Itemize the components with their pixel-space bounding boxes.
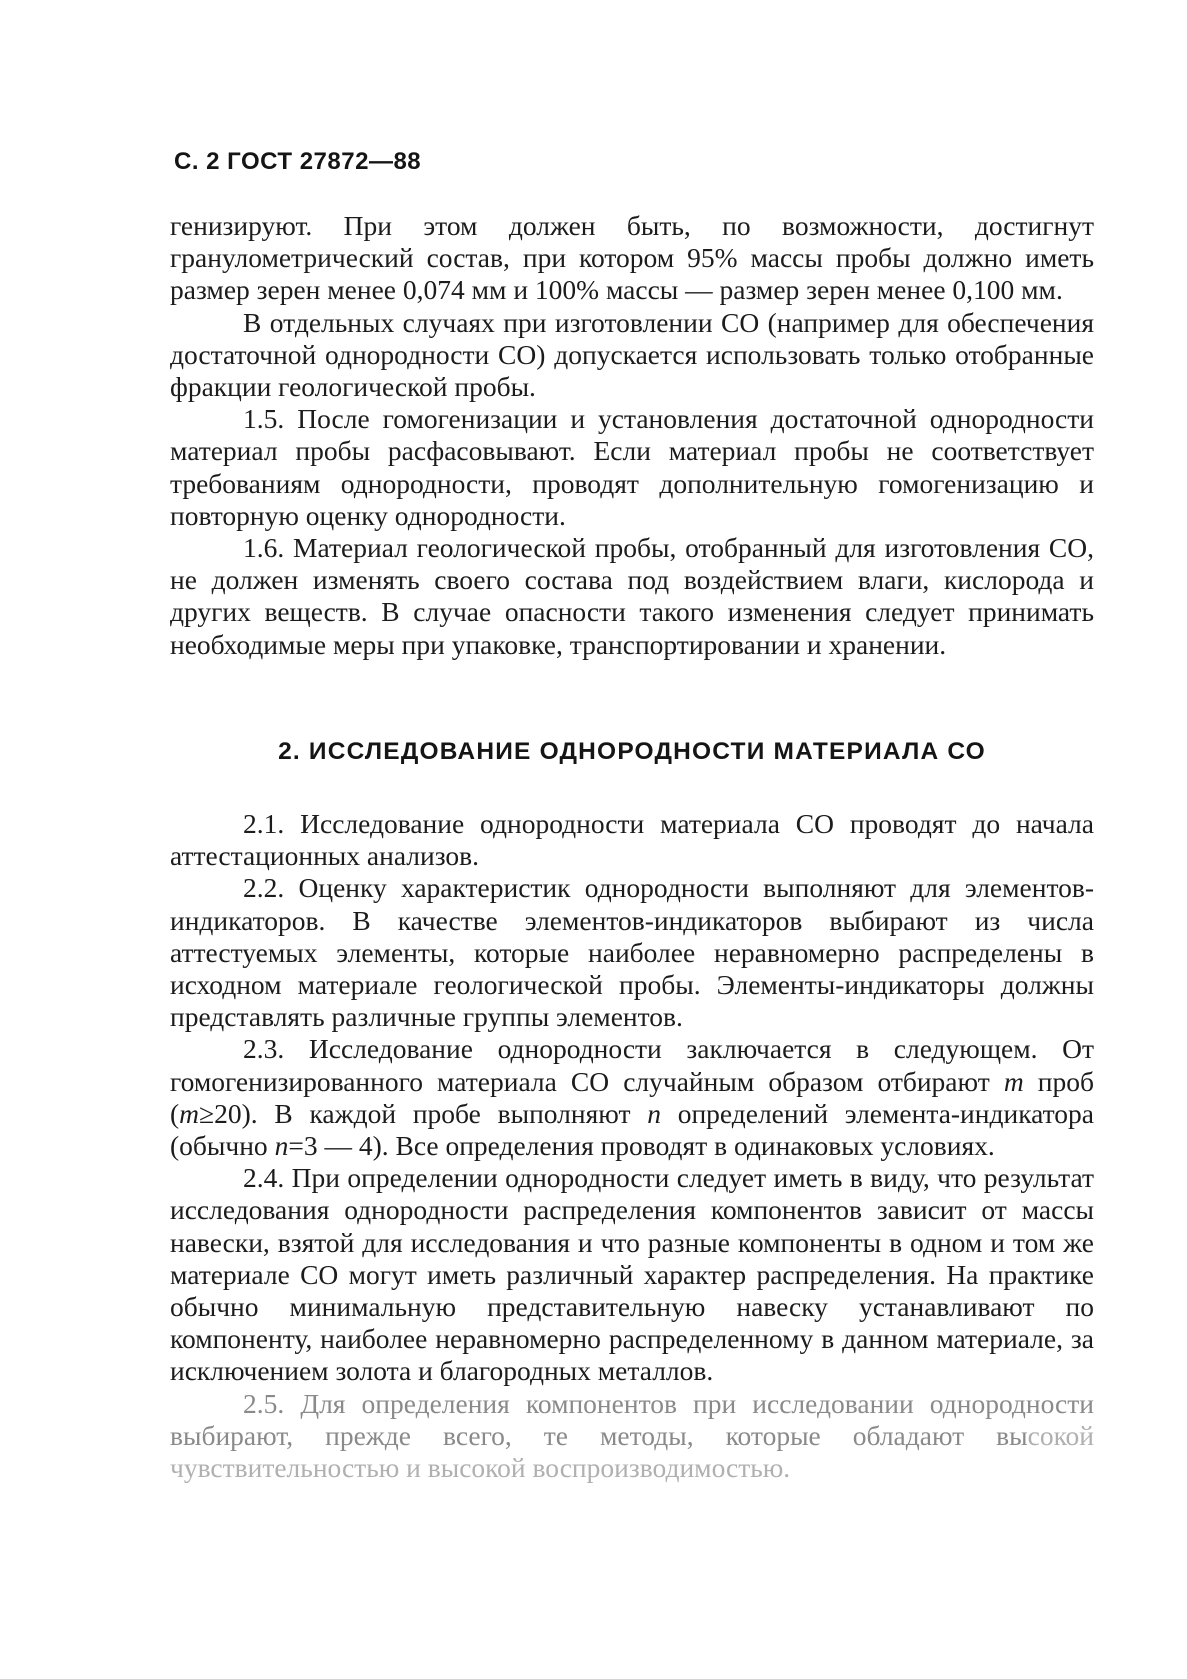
paragraph-2-1: 2.1. Исследование однородности материала СО проводят до начала аттестационных анализов. bbox=[170, 808, 1094, 872]
paragraph-2-3-part-d: определений элемента-индикатора (обычно bbox=[170, 1097, 1094, 1162]
paragraph-2-5 bbox=[170, 1388, 1094, 1485]
variable-n-inline: n bbox=[274, 1130, 289, 1162]
paragraph-2-3-part-a: 2.3. Исследование однородности заключается в следующем. От гомогенизированного материала СО случайным образом отбирают bbox=[170, 1033, 1094, 1097]
section-2-body bbox=[170, 808, 1094, 1484]
paragraph-2-3-part-e: =3 — 4). Все определения проводят в одинаковых условиях. bbox=[288, 1130, 995, 1162]
paragraph-1-4-end: генизируют. При этом должен быть, по возможности, достигнут гранулометрический состав, при котором 95% массы пробы должно иметь размер зерен менее 0,074 мм и 100% массы — размер зерен менее 0,100 мм. bbox=[170, 210, 1094, 306]
variable-n: n bbox=[647, 1097, 661, 1129]
paragraph-2-4: 2.4. При определении однородности следует иметь в виду, что результат исследования однородности распределения компонентов зависит от массы навески, взятой для исследования и что разные компоненты в одном и том же материале СО могут иметь различный характер распределения. На практике обычно минимальную представительную навеску устанавливают по компоненту, наиболее неравномерно распределенному в данном материале, за исключением золота и благородных металлов. bbox=[170, 1162, 1094, 1387]
paragraph-1-6: 1.6. Материал геологической пробы, отобранный для изготовления СО, не должен изменять своего состава под воздействием влаги, кислорода и других веществ. В случае опасности такого изменения следует принимать необходимые меры при упаковке, транспортировании и хранении. bbox=[170, 532, 1094, 660]
variable-m-inline: m bbox=[179, 1097, 200, 1129]
paragraph-2-3 bbox=[170, 1033, 1094, 1162]
page-header: С. 2 ГОСТ 27872—88 bbox=[174, 148, 422, 175]
variable-m: m bbox=[1003, 1065, 1024, 1097]
paragraph-2-3-part-c: ≥20). В каждой пробе выполняют bbox=[199, 1097, 648, 1129]
paragraph-2-3-part-b: проб ( bbox=[170, 1065, 1094, 1129]
paragraph-2-5-part-b: сокой чувствительностью и высокой воспроизводимостью. bbox=[170, 1419, 1094, 1484]
section-2-title: 2. ИССЛЕДОВАНИЕ ОДНОРОДНОСТИ МАТЕРИАЛА СО bbox=[278, 738, 986, 765]
paragraph-2-2: 2.2. Оценку характеристик однородности выполняют для элементов-индикаторов. В качестве элементов-индикаторов выбирают из числа аттестуемых элементы, которые наиболее неравномерно распределены в исходном материале геологической пробы. Элементы-индикаторы должны представлять различные группы элементов. bbox=[170, 872, 1094, 1033]
paragraph-1-5: 1.5. После гомогенизации и установления достаточной однородности материал пробы расфасовывают. Если материал пробы не соответствует требованиям однородности, проводят дополнительную гомогенизацию и повторную оценку однородности. bbox=[170, 403, 1094, 531]
section-1-continuation bbox=[170, 210, 1094, 661]
paragraph-2-5-part-a: 2.5. Для определения компонентов при исследовании однородности выбирают, прежде всего, те методы, которые обладают вы bbox=[170, 1387, 1094, 1451]
paragraph-1-4-note: В отдельных случаях при изготовлении СО (например для обеспечения достаточной однородности СО) допускается использовать только отобранные фракции геологической пробы. bbox=[170, 306, 1094, 403]
